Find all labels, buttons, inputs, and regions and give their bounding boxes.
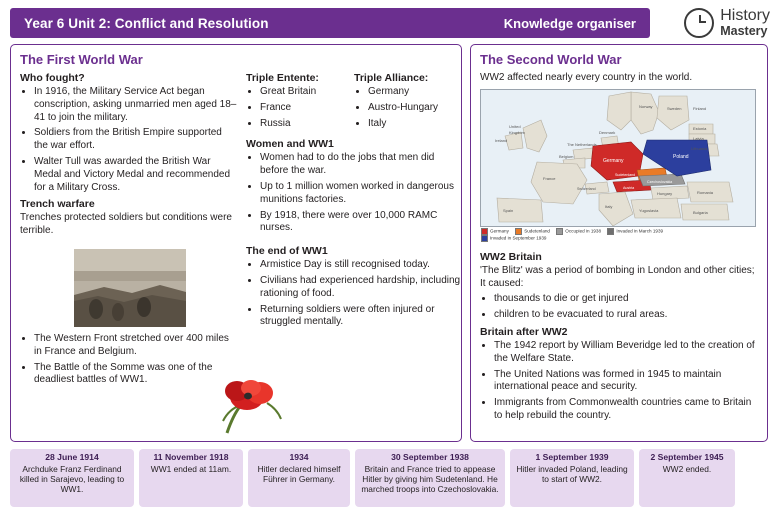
triple-alliance-heading: Triple Alliance: [354,72,429,84]
timeline-item [10,449,134,507]
legend-label: Occupied in 1938 [565,228,602,234]
list-item: • Great Britain [260,86,346,99]
legend-swatch-germany [481,228,488,235]
timeline-item [639,449,735,507]
right-panel-heading: The Second World War [480,52,622,67]
triple-entente-heading: Triple Entente: [246,72,319,84]
trench-photo-image [74,249,186,327]
svg-text:United: United [509,123,521,129]
end-of-ww1-list [246,259,462,329]
western-front-list [20,333,238,387]
list-item: • In 1916, the Military Service Act began conscription, asking unmarried men aged 18–41 to join the military. [34,86,238,124]
content-area [10,44,770,442]
legend-swatch-occupied [556,228,563,235]
timeline-text: Britain and France tried to appease Hitler by giving him Sudetenland. He marched troops into Czechoslovakia. [361,463,499,495]
svg-text:Lithuania: Lithuania [691,145,708,151]
who-fought-heading: Who fought? [20,72,85,84]
list-item: • Soldiers from the British Empire supported the war effort. [34,127,238,153]
svg-text:Czechoslovakia: Czechoslovakia [647,179,673,184]
left-columns [20,72,461,391]
list-item: • Armistice Day is still recognised today. [260,259,462,272]
legend-swatch-september [481,235,488,242]
triple-alliance-block [354,72,462,134]
timeline-text: Hitler invaded Poland, leading to start of WW2. [516,463,628,484]
timeline-text: Archduke Franz Ferdinand killed in Sarajevo, leading to WW1. [19,463,125,495]
legend-row-1 [481,228,663,236]
list-item: • Walter Tull was awarded the British War Medal and Victory Medal and recommended for a Military Cross. [34,156,238,194]
britain-after-ww2-heading: Britain after WW2 [480,325,568,338]
brand-text [720,8,770,38]
svg-text:Sweden: Sweden [667,105,682,111]
timeline-date: 30 September 1938 [391,452,469,462]
legend-label: Invaded in March 1939 [616,228,664,234]
svg-text:Yugoslavia: Yugoslavia [639,207,659,213]
end-of-ww1-heading: The end of WW1 [246,245,328,258]
svg-text:Ireland: Ireland [495,137,508,143]
header-subtitle: Knowledge organiser [503,15,636,31]
europe-ww2-map [480,89,756,241]
list-item: • Women had to do the jobs that men did before the war. [260,152,462,178]
triple-alliance-list [354,86,462,130]
page-header [10,8,770,38]
svg-text:Belgium: Belgium [559,153,574,159]
timeline-date: 11 November 1918 [153,452,229,462]
list-item: • Germany [368,86,462,99]
svg-text:Norway: Norway [639,103,653,109]
legend-label: Sudetenland [524,228,550,234]
list-item: • Italy [368,118,462,131]
triple-entente-block [246,72,346,134]
triple-entente-list [246,86,346,130]
list-item: • children to be evacuated to rural areas. [494,309,758,322]
timeline-text: WW1 ended at 11am. [150,463,232,474]
left-column-secondary [246,72,462,391]
panel-first-world-war [10,44,462,442]
list-item: • Up to 1 million women worked in dangerous munitions factories. [260,181,462,207]
svg-text:Spain: Spain [503,207,514,213]
list-item: • Returning soldiers were often injured or struggled mentally. [260,304,462,330]
brand-line-1: History [720,7,770,25]
clock-icon [684,8,714,38]
svg-text:Sudetenland: Sudetenland [615,172,636,177]
svg-text:Hungary: Hungary [657,190,673,196]
timeline-date: 1 September 1939 [535,452,609,462]
brand-logo-block [650,8,770,38]
trench-warfare-heading: Trench warfare [20,198,95,211]
svg-text:Switzerland: Switzerland [577,186,596,191]
list-item: • The United Nations was formed in 1945 to maintain international peace and security. [494,369,758,395]
timeline-date: 2 September 1945 [650,452,724,462]
timeline-item [248,449,350,507]
list-item: • Russia [260,118,346,131]
timeline-item [510,449,634,507]
women-ww1-heading: Women and WW1 [246,138,334,151]
timeline-date: 1934 [289,452,309,462]
ww2-britain-heading: WW2 Britain [480,250,542,263]
svg-text:France: France [543,175,556,181]
britain-after-ww2-list [480,340,758,423]
legend-swatch-sudetenland [515,228,522,235]
svg-text:The Netherlands: The Netherlands [567,141,597,147]
svg-text:Poland: Poland [673,153,689,160]
svg-text:Estonia: Estonia [693,125,707,131]
list-item: • Civilians had experienced hardship, including rationing of food. [260,275,462,301]
svg-text:Kingdom: Kingdom [509,129,525,135]
map-image [481,90,756,227]
svg-text:Romania: Romania [697,189,714,195]
ww2-britain-list [480,293,758,322]
page-title: Year 6 Unit 2: Conflict and Resolution [24,15,269,31]
timeline-text: Hitler declared himself Führer in Germany. [257,463,341,484]
who-fought-list [20,86,238,194]
trench-warfare-text: Trenches protected soldiers but conditions were terrible. [20,212,232,237]
svg-text:Italy: Italy [605,203,613,209]
poppy-flower-image [207,375,291,437]
timeline [10,449,770,507]
svg-text:Finland: Finland [693,105,707,111]
legend-label: Germany [490,228,509,234]
svg-text:Bulgaria: Bulgaria [693,209,708,215]
map-frame [480,89,756,227]
left-column-main [20,72,238,391]
map-legend [481,228,663,243]
list-item: • Austro-Hungary [368,102,462,115]
alliances-row [246,72,462,134]
timeline-item [355,449,505,507]
list-item: • Immigrants from Commonwealth countries came to Britain to help rebuild the country. [494,397,758,423]
list-item: • The Western Front stretched over 400 miles in France and Belgium. [34,333,238,359]
ww2-britain-text: 'The Blitz' was a period of bombing in London and other cities; It caused: [480,264,755,289]
timeline-item [139,449,243,507]
list-item: • By 1918, there were over 10,000 RAMC nurses. [260,210,462,236]
svg-text:Germany: Germany [603,157,624,164]
header-bar [10,8,650,38]
women-ww1-list [246,152,462,235]
list-item: • thousands to die or get injured [494,293,758,306]
list-item: • France [260,102,346,115]
legend-label: Invaded in September 1939 [490,236,547,242]
legend-row-2 [481,235,663,243]
panel-second-world-war [470,44,768,442]
list-item: • The Battle of the Somme was one of the deadliest battles of WW1. [34,362,238,388]
svg-text:Latvia: Latvia [693,135,704,141]
left-panel-heading: The First World War [20,52,143,67]
ww2-intro-text: WW2 affected nearly every country in the world. [480,72,693,83]
timeline-date: 28 June 1914 [45,452,99,462]
brand-line-2: Mastery [720,23,768,38]
svg-text:Denmark: Denmark [599,129,616,135]
legend-swatch-march [607,228,614,235]
list-item: • The 1942 report by William Beveridge led to the creation of the Welfare State. [494,340,758,366]
svg-text:Austria: Austria [623,185,635,190]
timeline-text: WW2 ended. [662,463,712,474]
trench-photo [20,241,238,333]
